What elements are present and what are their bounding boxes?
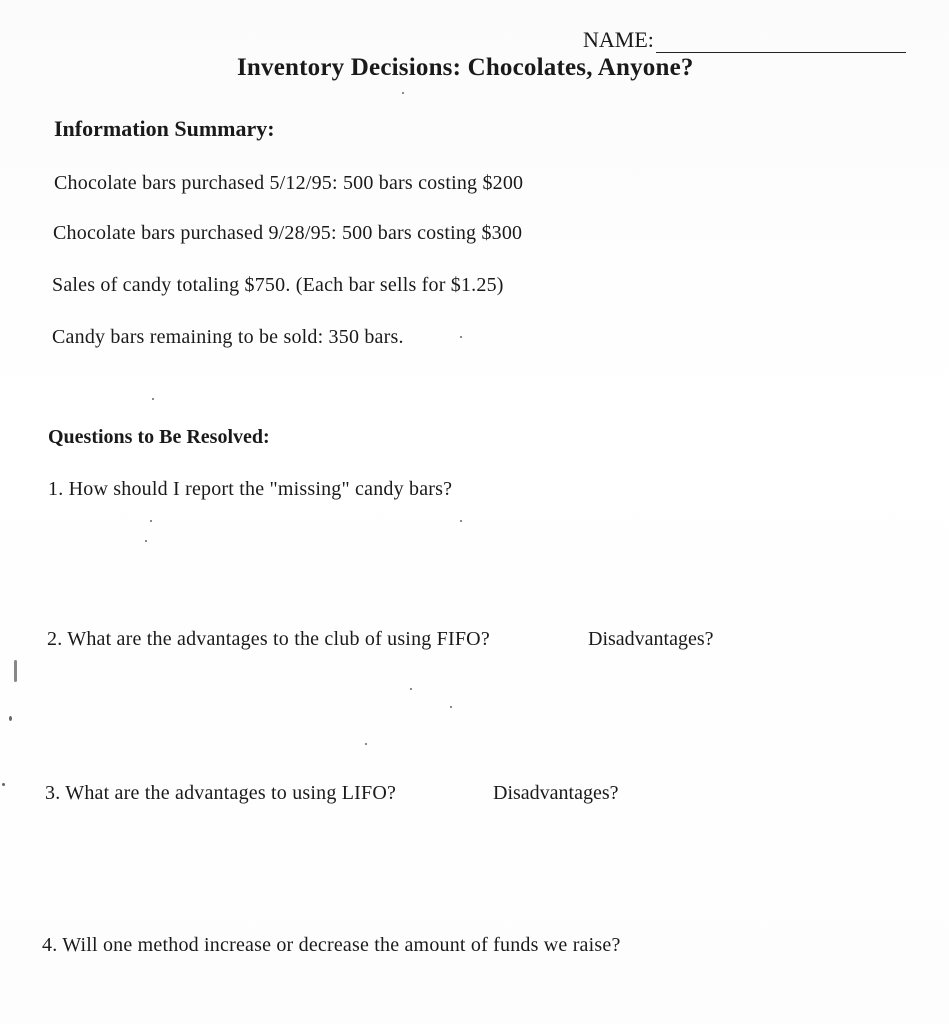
scan-speck: [9, 716, 12, 721]
name-blank-line[interactable]: [656, 32, 906, 53]
info-item: Sales of candy totaling $750. (Each bar sells for $1.25): [52, 274, 504, 296]
scan-speck: [14, 660, 17, 682]
question-3: 3. What are the advantages to using LIFO?: [45, 782, 397, 804]
info-item: Candy bars remaining to be sold: 350 bars.: [52, 326, 404, 348]
scan-speck: [145, 540, 147, 542]
scan-speck: [402, 92, 404, 94]
questions-heading: Questions to Be Resolved:: [48, 426, 270, 448]
worksheet-title: Inventory Decisions: Chocolates, Anyone?: [237, 54, 694, 81]
scan-speck: [152, 398, 154, 400]
information-summary-heading: Information Summary:: [54, 116, 275, 141]
question-2-disadvantages: Disadvantages?: [588, 628, 714, 650]
scan-speck: [2, 783, 5, 786]
scan-speck: [365, 743, 367, 745]
question-4: 4. Will one method increase or decrease the amount of funds we raise?: [42, 934, 621, 956]
scan-speck: [460, 336, 462, 338]
info-item: Chocolate bars purchased 5/12/95: 500 bars costing $200: [54, 172, 524, 194]
scan-speck: [460, 520, 462, 522]
scan-speck: [150, 520, 152, 522]
question-3-disadvantages: Disadvantages?: [493, 782, 619, 804]
name-field: [583, 27, 906, 53]
info-item: Chocolate bars purchased 9/28/95: 500 bars costing $300: [53, 222, 523, 244]
name-label: NAME:: [583, 27, 654, 52]
question-2: 2. What are the advantages to the club of using FIFO?: [47, 628, 490, 650]
scan-speck: [450, 706, 452, 708]
scan-speck: [410, 688, 412, 690]
question-1: 1. How should I report the "missing" candy bars?: [48, 478, 453, 500]
